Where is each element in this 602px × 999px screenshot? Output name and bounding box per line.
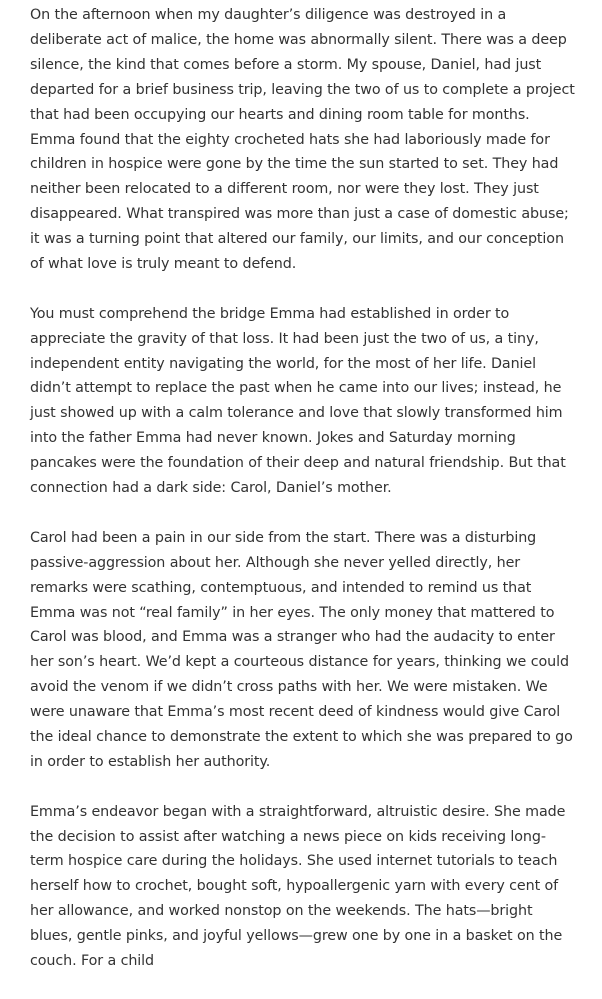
article-body	[30, 3, 575, 999]
paragraph-4: Emma’s endeavor began with a straightforward, altruistic desire. She made the decision to assist after watching a news piece on kids receiving long-term hospice care during the holidays. She used internet tutorials to teach herself how to crochet, bought soft, hypoallergenic yarn with every cent of her allowance, and worked nonstop on the weekends. The hats—bright blues, gentle pinks, and joyful yellows—grew one by one in a basket on the couch. For a child	[30, 803, 566, 970]
paragraph-3: Carol had been a pain in our side from the start. There was a disturbing passive-aggression about her. Although she never yelled directly, her remarks were scathing, contemptuous, and intended to remind us that Emma was not “real family” in her eyes. The only money that mattered to Carol was blood, and Emma was a stranger who had the audacity to enter her son’s heart. We’d kept a courteous distance for years, thinking we could avoid the venom if we didn’t cross paths with her. We were mistaken. We were unaware that Emma’s most recent deed of kindness would give Carol the ideal chance to demonstrate the extent to which she was prepared to go in order to establish her authority.	[30, 529, 573, 770]
paragraph-1: On the afternoon when my daughter’s diligence was destroyed in a deliberate act of malice, the home was abnormally silent. There was a deep silence, the kind that comes before a storm. My spouse, Daniel, had just departed for a brief business trip, leaving the two of us to complete a project that had been occupying our hearts and dining room table for months. Emma found that the eighty crocheted hats she had laboriously made for children in hospice were gone by the time the sun started to set. They had neither been relocated to a different room, nor were they lost. They just disappeared. What transpired was more than just a case of domestic abuse; it was a turning point that altered our family, our limits, and our conception of what love is truly meant to defend.	[30, 7, 575, 273]
paragraph-2: You must comprehend the bridge Emma had established in order to appreciate the gravity of that loss. It had been just the two of us, a tiny, independent entity navigating the world, for the most of her life. Daniel didn’t attempt to replace the past when he came into our lives; instead, he just showed up with a calm tolerance and love that slowly transformed him into the father Emma had never known. Jokes and Saturday morning pancakes were the foundation of their deep and natural friendship. But that connection had a dark side: Carol, Daniel’s mother.	[30, 305, 566, 497]
